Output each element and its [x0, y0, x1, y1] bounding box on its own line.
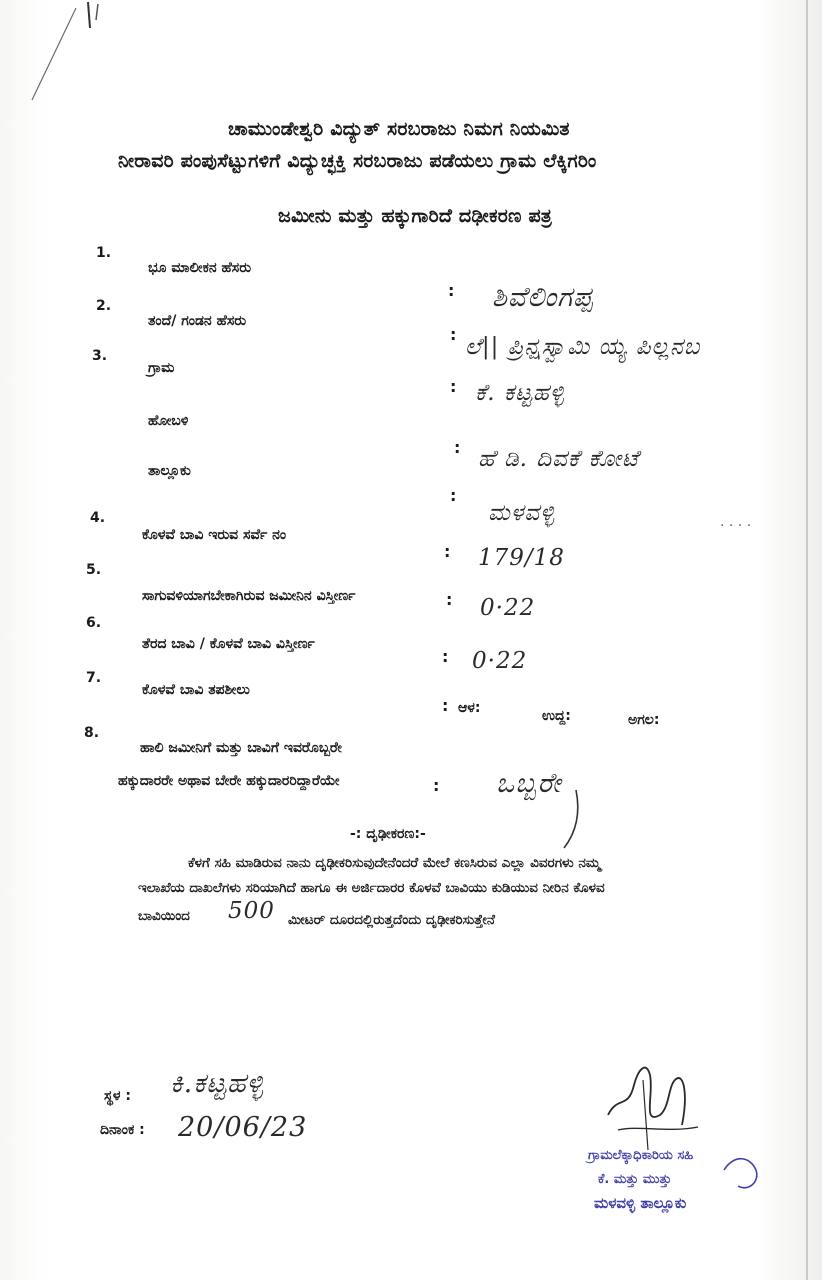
seal-line-3: ಮಳವಳ್ಳಿ ತಾಲ್ಲೂಕು [594, 1194, 687, 1212]
declaration-heading: -: ದೃಢೀಕರಣ:- [350, 826, 426, 842]
field-6-colon: : [442, 647, 449, 666]
well-depth-label: ಆಳ: [458, 700, 481, 716]
field-7-colon: : [442, 696, 449, 715]
dotted-mark: . . . . [720, 514, 752, 530]
field-1-value: ಶಿವೆಲಿಂಗಪ್ಪ [492, 282, 594, 313]
field-8-value: ಒಬ್ಬರೇ [496, 768, 562, 799]
field-2-colon: : [450, 325, 457, 344]
field-8-pen-stroke [556, 790, 586, 850]
field-1-colon: : [448, 281, 455, 300]
field-8-number: 8. [84, 725, 100, 741]
field-3-label: ಗ್ರಾಮ [148, 360, 175, 376]
corner-pen-mark [18, 0, 138, 110]
header-line-2: ನೀರಾವರಿ ಪಂಪುಸೆಟ್ಟುಗಳಿಗೆ ವಿದ್ಯುಚ್ಛಕ್ತಿ ಸರಬರಾಜು ಪಡೆಯಲು ಗ್ರಾಮ ಲೆಕ್ಕಿಗರಿಂ [118, 150, 597, 172]
place-value: ಕಿ.ಕಟ್ಟಹಳ್ಳಿ [170, 1068, 265, 1099]
field-7-number: 7. [86, 670, 102, 686]
header-line-3: ಜಮೀನು ಮತ್ತು ಹಕ್ಕುಗಾರಿದೆ ದಢೀಕರಣ ಪತ್ರ [278, 205, 552, 227]
field-4-value: 179/18 [478, 545, 565, 571]
field-3-colon: : [450, 377, 457, 396]
seal-line-2: ಕೆ. ಮತ್ತು ಮುತ್ತು [598, 1172, 672, 1187]
declaration-line-3-prefix: ಬಾವಿಯಿಂದ [138, 908, 190, 924]
field-hobli-value: ಹೆ ಡಿ. ದಿವಕೆ ಕೋಟೆ [478, 446, 640, 472]
field-7-label: ಕೊಳವೆ ಬಾವಿ ತಪಶೀಲು [142, 682, 250, 698]
field-taluk-label: ತಾಲ್ಲೂಕು [148, 463, 191, 479]
field-8-label-line-1: ಹಾಲಿ ಜಮೀನಿಗೆ ಮತ್ತು ಬಾವಿಗೆ ಇವರೊಬ್ಬರೇ [140, 740, 342, 756]
field-6-label: ತೆರದ ಬಾವಿ / ಕೊಳವೆ ಬಾವಿ ವಿಸ್ತೀರ್ಣ [142, 636, 315, 652]
field-8-colon: : [433, 776, 440, 795]
field-6-number: 6. [86, 615, 102, 631]
field-1-number: 1. [96, 245, 112, 261]
declaration-distance: 500 [228, 898, 275, 924]
field-taluk-colon: : [450, 486, 457, 505]
well-width-label: ಅಗಲ: [628, 712, 660, 728]
field-4-label: ಕೊಳವೆ ಬಾವಿ ಇರುವ ಸರ್ವೆ ನಂ [142, 527, 287, 543]
date-value: 20/06/23 [178, 1112, 308, 1143]
field-taluk-value: ಮಳವಳ್ಳಿ [488, 500, 556, 526]
field-hobli-label: ಹೋಬಳಿ [148, 413, 189, 429]
field-5-number: 5. [86, 562, 102, 578]
header-line-1: ಚಾಮುಂಡೇಶ್ವರಿ ವಿದ್ಯುತ್ ಸರಬರಾಜು ನಿಮಗ ನಿಯಮಿತ [228, 118, 570, 140]
field-5-colon: : [446, 590, 453, 609]
field-hobli-colon: : [454, 438, 461, 457]
declaration-line-3-suffix: ಮೀಟರ್ ದೂರದಲ್ಲಿರುತ್ತದೆಂದು ದೃಢೀಕರಿಸುತ್ತೇನೆ [288, 912, 495, 928]
declaration-line-1: ಕೆಳಗೆ ಸಹಿ ಮಾಡಿರುವ ನಾನು ದೃಢೀಕರಿಸುವುದೇನೆಂದರೆ ಮೇಲೆ ಕಣಸಿರುವ ಎಲ್ಲಾ ವಿವರಗಳು ನಮ್ಮ [188, 855, 601, 871]
officer-signature [598, 1055, 718, 1155]
well-length-label: ಉದ್ದ: [542, 708, 571, 724]
field-3-value: ಕೆ. ಕಟ್ಟಹಳ್ಳಿ [475, 380, 565, 406]
page-edge-shadow [806, 0, 808, 1280]
field-5-label: ಸಾಗುವಳಿಯಾಗಬೇಕಾಗಿರುವ ಜಮೀನಿನ ವಿಸ್ತೀರ್ಣ [142, 588, 356, 604]
field-3-number: 3. [92, 348, 108, 364]
field-1-label: ಭೂ ಮಾಲೀಕನ ಹೆಸರು [148, 260, 252, 276]
field-5-value: 0·22 [480, 595, 536, 621]
field-2-value: ಲೆ|| ಪ್ರಿನ್ಷಸ್ವಾಮಿ ಯ್ಯ ಪಿಲ್ಲನಬ [465, 334, 701, 360]
date-label: ದಿನಾಂಕ : [100, 1122, 145, 1138]
field-2-label: ತಂದೆ/ ಗಂಡನ ಹೆಸರು [148, 313, 247, 329]
field-4-number: 4. [90, 510, 106, 526]
seal-pen-flourish [720, 1150, 770, 1200]
seal-line-1: ಗ್ರಾಮಲೆಕ್ಕಾಧಿಕಾರಿಯ ಸಹಿ [588, 1148, 694, 1163]
declaration-line-2: ಇಲಾಖೆಯ ದಾಖಲೆಗಳು ಸರಿಯಾಗಿದೆ ಹಾಗೂ ಈ ಅರ್ಜಿದಾರರ ಕೊಳವೆ ಬಾವಿಯು ಕುಡಿಯುವ ನೀರಿನ ಕೊಳವ [138, 880, 605, 896]
field-4-colon: : [444, 542, 451, 561]
field-6-value: 0·22 [472, 648, 528, 674]
field-8-label-line-2: ಹಕ್ಕುದಾರರೇ ಅಥಾವ ಬೇರೇ ಹಕ್ಕುದಾರರಿದ್ದಾರೆಯೇ [118, 773, 340, 789]
field-2-number: 2. [96, 298, 112, 314]
place-label: ಸ್ಥಳ : [104, 1088, 131, 1104]
